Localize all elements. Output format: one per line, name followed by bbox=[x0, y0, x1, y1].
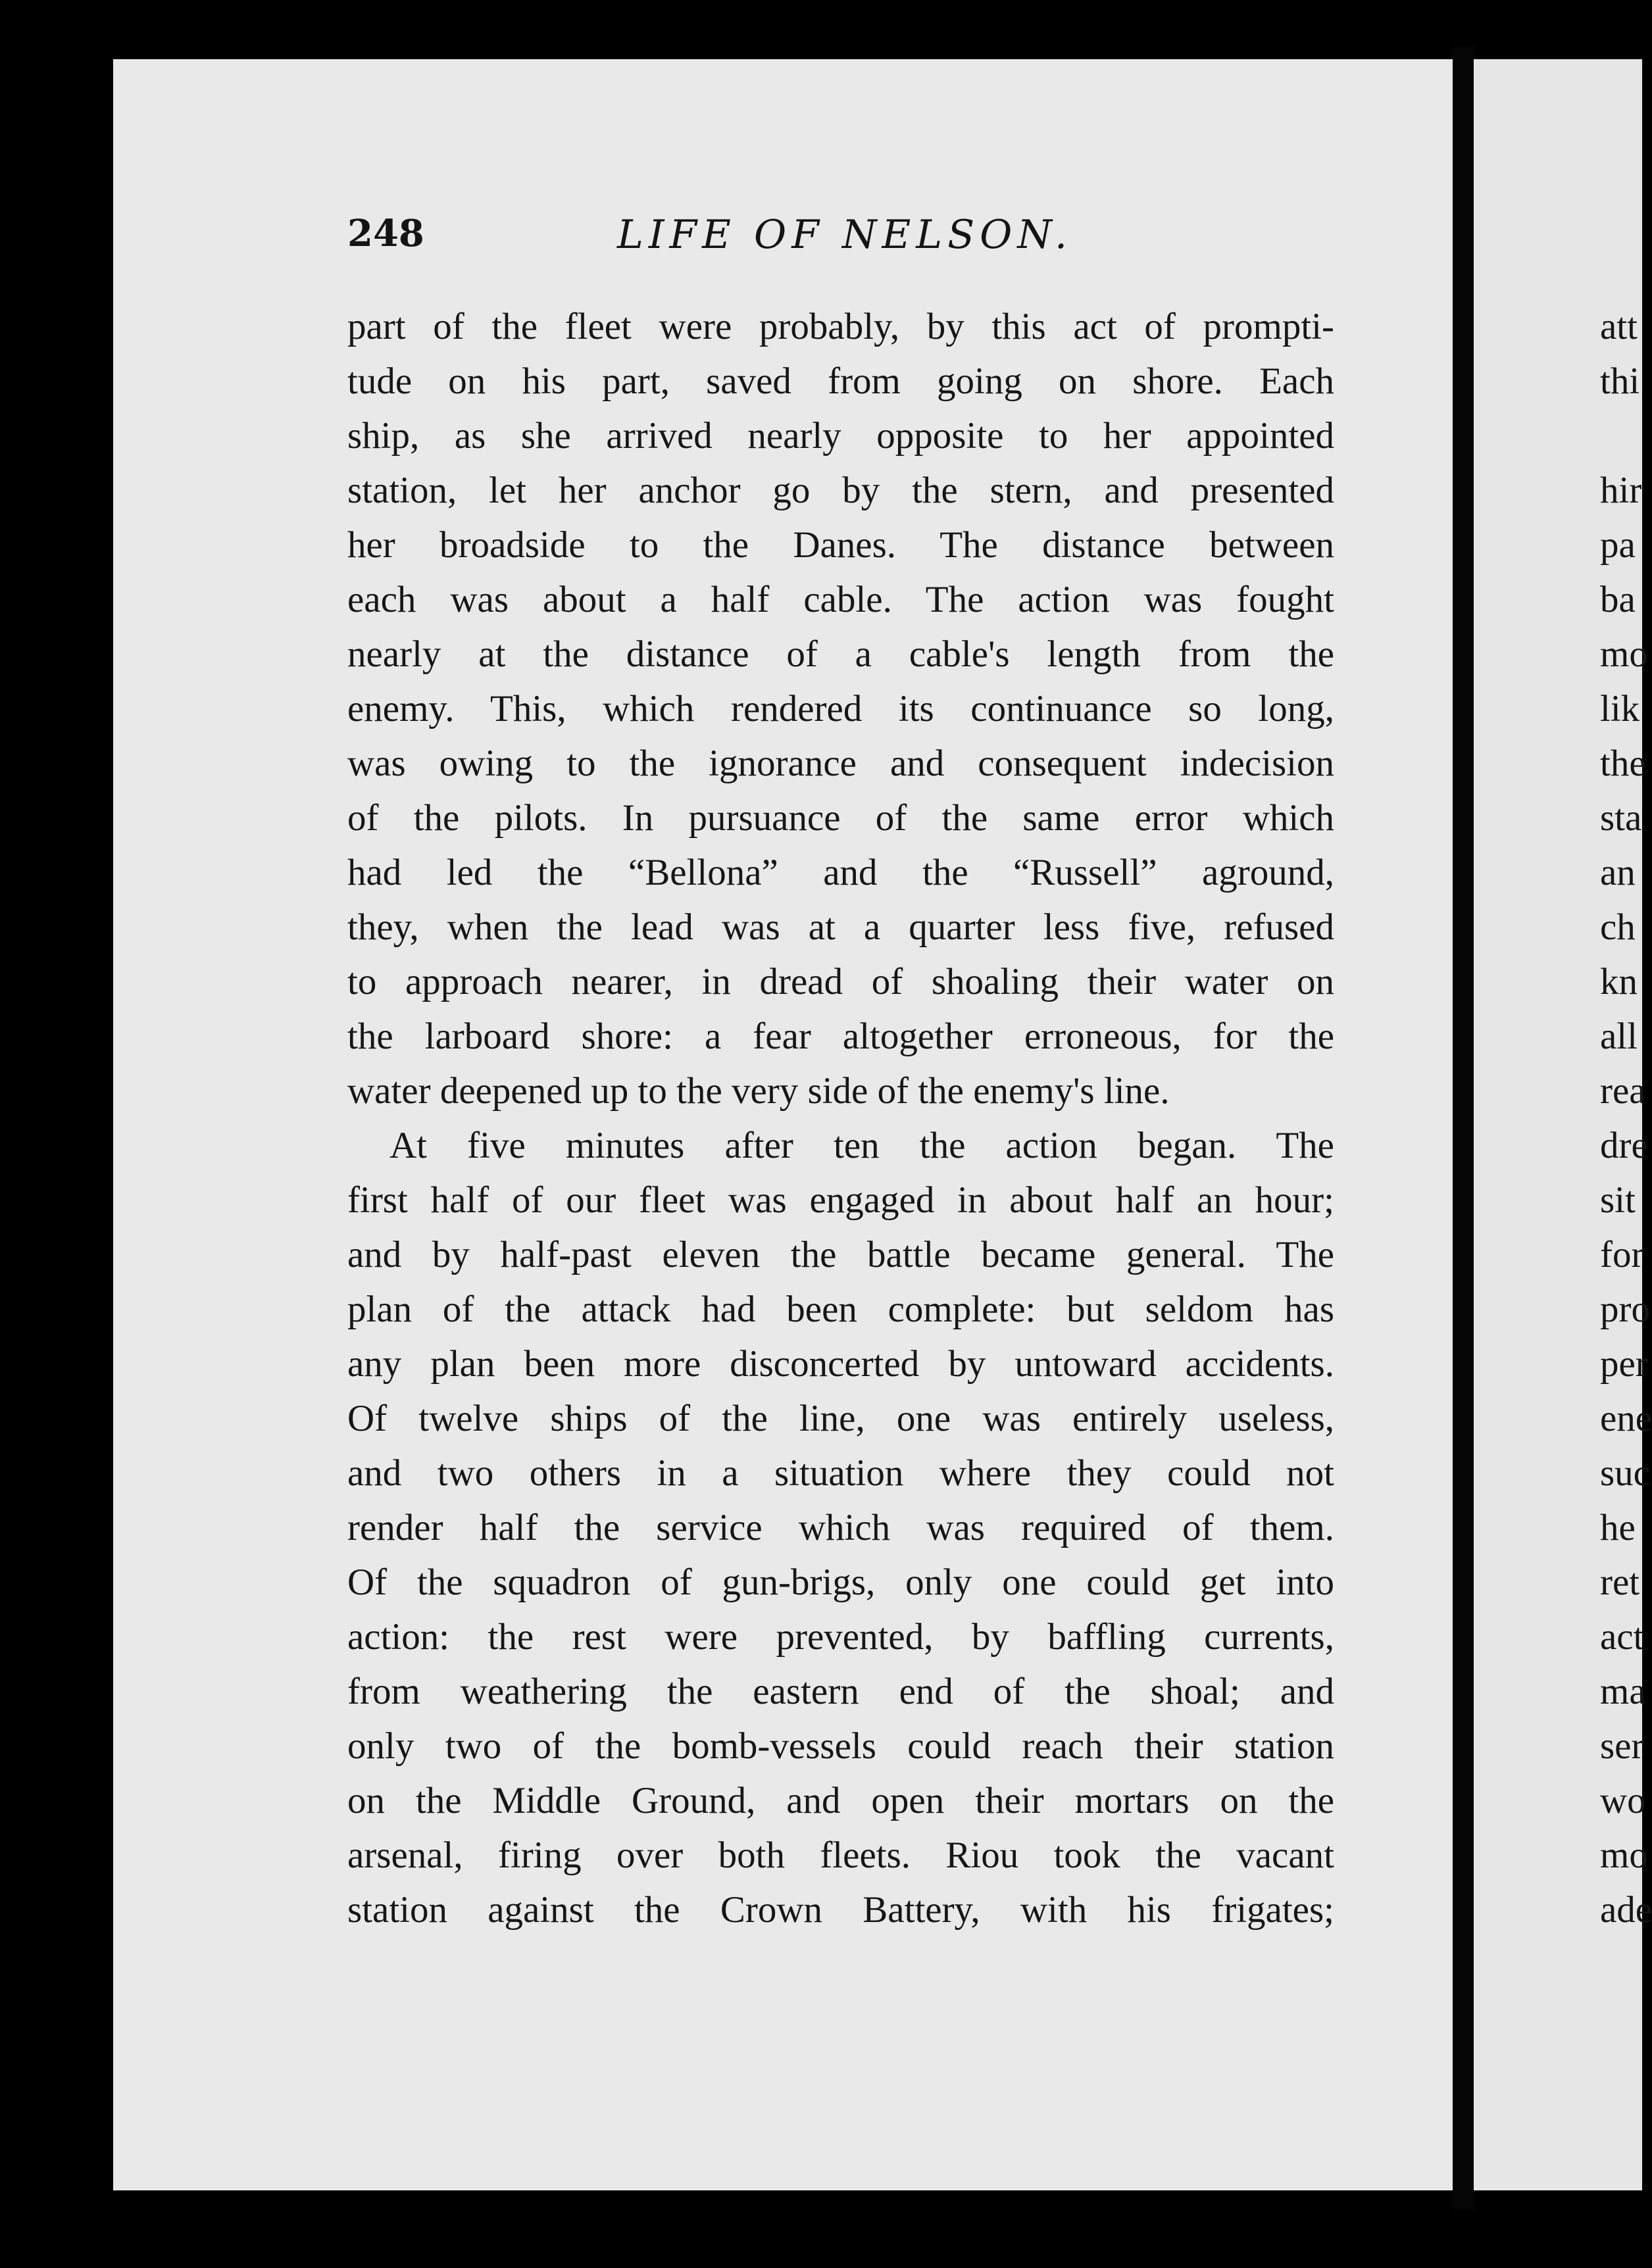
text-line: they, when the lead was at a quarter less five, refused bbox=[347, 906, 1334, 948]
book-gutter bbox=[1453, 46, 1474, 2210]
text-line: her broadside to the Danes. The distance between bbox=[347, 524, 1334, 566]
body-text bbox=[347, 299, 1334, 1937]
facing-line: att bbox=[1600, 306, 1638, 347]
facing-line: mo bbox=[1600, 633, 1648, 675]
text-line: plan of the attack had been complete: but seldom has bbox=[347, 1289, 1334, 1330]
paragraph-2 bbox=[347, 1118, 1334, 1937]
facing-line: pro bbox=[1600, 1289, 1650, 1330]
text-line: enemy. This, which rendered its continuance so long, bbox=[347, 688, 1334, 729]
facing-line: sit bbox=[1600, 1179, 1636, 1221]
facing-line: sta bbox=[1600, 797, 1642, 839]
facing-line: act bbox=[1600, 1616, 1644, 1658]
text-line: part of the fleet were probably, by this act of prompti- bbox=[347, 306, 1334, 347]
facing-line: suc bbox=[1600, 1452, 1650, 1494]
facing-line: pa bbox=[1600, 524, 1636, 566]
facing-line: all bbox=[1600, 1016, 1638, 1057]
text-line: station, let her anchor go by the stern, and presented bbox=[347, 470, 1334, 511]
text-line: ship, as she arrived nearly opposite to her appointed bbox=[347, 415, 1334, 456]
text-line: on the Middle Ground, and open their mortars on the bbox=[347, 1780, 1334, 1821]
text-line: arsenal, firing over both fleets. Riou took the vacant bbox=[347, 1835, 1334, 1876]
text-line: each was about a half cable. The action was fought bbox=[347, 579, 1334, 620]
page-header bbox=[347, 212, 1334, 271]
facing-page-text bbox=[1600, 299, 1652, 1937]
facing-line: for bbox=[1600, 1234, 1644, 1275]
text-line: to approach nearer, in dread of shoaling their water on bbox=[347, 961, 1334, 1002]
facing-line: hir bbox=[1600, 470, 1642, 511]
text-line: of the pilots. In pursuance of the same error which bbox=[347, 797, 1334, 839]
text-line: first half of our fleet was engaged in about half an hour; bbox=[347, 1179, 1334, 1221]
facing-line: the bbox=[1600, 743, 1646, 784]
facing-line: he bbox=[1600, 1507, 1636, 1548]
facing-line: lik bbox=[1600, 688, 1640, 729]
text-line: the larboard shore: a fear altogether erroneous, for the bbox=[347, 1016, 1334, 1057]
facing-line: rea bbox=[1600, 1070, 1646, 1112]
facing-line: ch bbox=[1600, 906, 1636, 948]
facing-line: ser bbox=[1600, 1725, 1644, 1767]
facing-line: kn bbox=[1600, 961, 1638, 1002]
text-line: water deepened up to the very side of the enemy's line. bbox=[347, 1070, 1170, 1112]
text-line: Of twelve ships of the line, one was entirely useless, bbox=[347, 1398, 1334, 1439]
facing-line: an bbox=[1600, 852, 1636, 893]
text-line: station against the Crown Battery, with his frigates; bbox=[347, 1889, 1334, 1931]
facing-line: ene bbox=[1600, 1398, 1652, 1439]
page-number: 248 bbox=[347, 212, 424, 255]
facing-line bbox=[1600, 408, 1642, 463]
text-line: any plan been more disconcerted by untoward accidents. bbox=[347, 1343, 1334, 1385]
facing-line: per bbox=[1600, 1343, 1648, 1385]
facing-line: dre bbox=[1600, 1125, 1648, 1166]
facing-line: thi bbox=[1600, 360, 1640, 402]
text-line: had led the “Bellona” and the “Russell” aground, bbox=[347, 852, 1334, 893]
text-line: and two others in a situation where they could not bbox=[347, 1452, 1334, 1494]
running-title: LIFE OF NELSON. bbox=[617, 212, 1073, 258]
text-line: nearly at the distance of a cable's length from the bbox=[347, 633, 1334, 675]
facing-line: ma bbox=[1600, 1671, 1646, 1712]
text-line: render half the service which was required of them. bbox=[347, 1507, 1334, 1548]
facing-line: ret bbox=[1600, 1562, 1640, 1603]
facing-line: mo bbox=[1600, 1835, 1648, 1876]
text-line: from weathering the eastern end of the shoal; and bbox=[347, 1671, 1334, 1712]
text-line: only two of the bomb-vessels could reach their station bbox=[347, 1725, 1334, 1767]
text-line: Of the squadron of gun-brigs, only one could get into bbox=[347, 1562, 1334, 1603]
facing-line: ba bbox=[1600, 579, 1636, 620]
text-line: was owing to the ignorance and consequent indecision bbox=[347, 743, 1334, 784]
text-line: tude on his part, saved from going on shore. Each bbox=[347, 360, 1334, 402]
text-line: At five minutes after ten the action began. The bbox=[389, 1125, 1334, 1166]
text-line: and by half-past eleven the battle became general. The bbox=[347, 1234, 1334, 1275]
paragraph-1 bbox=[347, 299, 1334, 1118]
facing-line: ade bbox=[1600, 1889, 1652, 1931]
facing-line: wo bbox=[1600, 1780, 1646, 1821]
text-line: action: the rest were prevented, by baffling currents, bbox=[347, 1616, 1334, 1658]
